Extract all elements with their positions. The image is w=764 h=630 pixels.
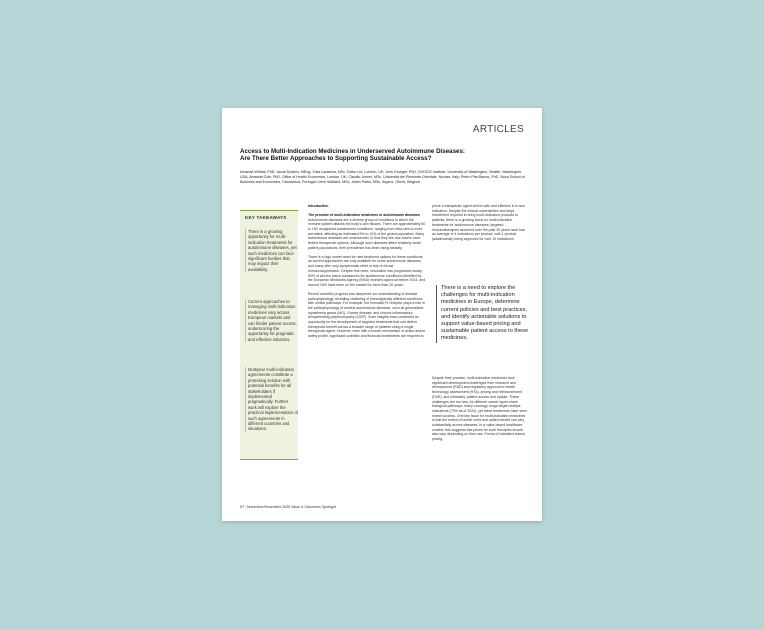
key-takeaways-box: [240, 210, 298, 460]
page-footer: [240, 505, 336, 509]
paragraph: Autoimmune diseases are a diverse group of conditions in which the immune system attacks the body's own tissues. There are approximately 80 to 150 recognized autoimmune conditions, ranging from ultra-rare to more prevalent, affecting an estimated 5% to 10% of the global population. Many autoimmune diseases are underserved, in that they are rare and/or have limited therapeutic options. Although such diseases affect relatively small patient populations, their prevalence has been rising steadily.: [308, 217, 426, 250]
takeaway-item: Current approaches to managing multi-indication medicines vary across European markets and can hinder patient access, underscoring the opportunity for pragmatic and effective solutions.: [245, 299, 298, 342]
footer-separator: |: [245, 505, 247, 509]
body-column-2: [308, 204, 426, 343]
section-heading: Introduction: [308, 204, 329, 208]
title-line-2: Are There Better Approaches to Supporting Sustainable Access?: [240, 155, 432, 163]
key-takeaways-heading: KEY TAKEAWAYS: [245, 215, 287, 220]
section-label: ARTICLES: [472, 124, 524, 135]
body-column-3-bottom: [432, 376, 528, 446]
author-list: Amanda Whittal, PhD; Jacob Epstein, MEng; Yulia Lazareva, MSc, Dolon Ltd, London, UK; Jens Grueger, PhD, CHOICE Institute, University of Washington, Seattle, Washington, USA; Amanda Cole, PhD, Office of Health Economics, London, UK; Claudio Jommi, MSc, Università del Piemonte Orientale, Novara, Italy; Pedro Pita Barros, PhD, Nova School of Business and Economics, Carcavelos, Portugal; Lieve Wollaert, MSc, Julien Patris, MSc, Argenx, Ghent, Belgium: [240, 170, 525, 184]
takeaway-item: Multiyear multi-indication agreements constitute a promising solution with potential benefits for all stakeholders if implemented pragmatically. Further work will explore the practical implementation of such agreements in different countries and situations.: [245, 367, 298, 432]
journal-name: Value & Outcomes Spotlight: [291, 505, 336, 509]
subsection-heading: The promise of multi-indication medicines in autoimmune diseases: [308, 212, 420, 217]
paragraph: Recent scientific progress has deepened our understanding of disease pathophysiology, revealing clustering of phenotypically different conditions with similar pathways. For example, the neonatal Fc receptor plays a role in the pathophysiology of several autoimmune diseases, such as generalized myasthenia gravis (MG), Graves disease, and chronic inflammatory demyelinating polyneuropathy (CIDP). Such insights have presented an opportunity for the development of targeted treatments that can deliver therapeutic benefit across a broader range of patients using a single therapeutic agent. However, even with a known mechanism of action and/or safety profile, significant scientific and financial investments are required to: [308, 291, 426, 339]
page-number: 57: [240, 505, 244, 509]
issue-date: November/December 2025: [246, 505, 291, 509]
paragraph: Despite their promise, multi-indication medicines face significant development challenges from research and development (R&D) and regulatory approval to health technology assessment (HTA), pricing and reimbursement (P&R), and ultimately, patient access and uptake. These challenges are not new. As different cancer types share biological pathways, many oncology drugs target multiple indications (79% as of 2020), yet these treatments have seen mixed success. One key issue for multi-indication medicines is that the extent of unmet need and added benefit can vary substantially across diseases. In a value-based healthcare context, this suggests that prices for such therapies should also vary depending on their use. Forms of indication-based pricing: [432, 376, 527, 442]
takeaway-item: There is a growing opportunity for multi-indication treatments for autoimmune diseases, yet such medicines can face significant hurdles that may impact their availability.: [245, 229, 298, 272]
article-title: [240, 148, 522, 162]
paragraph: There is a high unmet need for new treatment options for these conditions, as current approaches are only available for some autoimmune diseases, and many offer only symptomatic relief or rely on broad immunosuppression. Despite this need, innovation has progressed slowly; 50% of all new active substances for autoimmune conditions identified by the European Medicines Agency (EMA) received approval before 2014, and around 16% have been on the market for more than 20 years.: [308, 254, 426, 287]
pull-quote: There is a need to explore the challenges for multi-indication medicines in Europe, determine current policies and best practices, and identify actionable solutions to support value-based pricing and sustainable patient access to these medicines.: [436, 285, 531, 343]
journal-page: [222, 108, 542, 521]
body-column-3-top: [432, 204, 528, 246]
title-line-1: Access to Multi-Indication Medicines in Underserved Autoimmune Diseases:: [240, 148, 465, 155]
paragraph: prove a therapeutic agent will be safe and effective in a new indication. Despite the clinical uncertainties and large investment required to bring multi-indication products to patients, there is a growing focus on multi-indication treatments for autoimmune diseases; targeted immunotherapies launched over the past 25 years have had an average of 4 indications per product, with 1 product (adalimumab) being approved for over 10 indications.: [432, 204, 526, 241]
